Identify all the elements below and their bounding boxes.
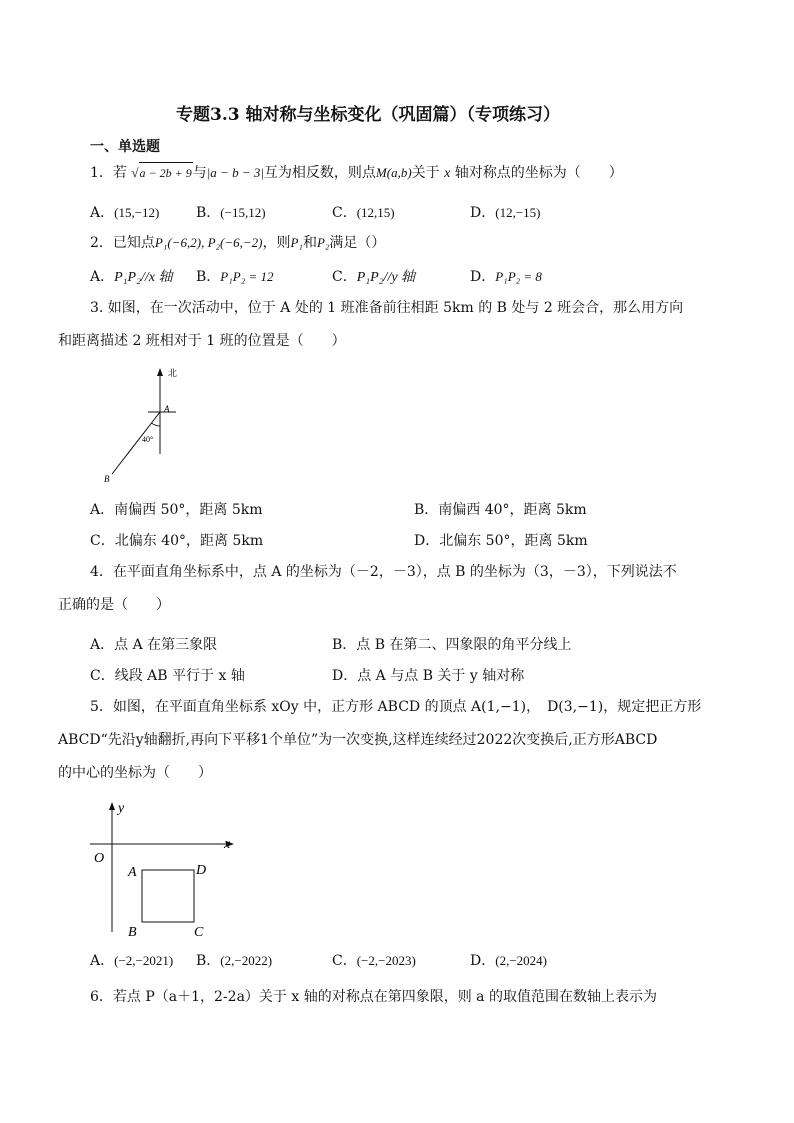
q1-text: 轴对称点的坐标为（ ） — [454, 165, 623, 181]
question-4-line-2: 正确的是（ ） — [58, 597, 170, 613]
option-a[interactable]: A．(−2,−2021) — [90, 953, 174, 969]
option-b[interactable]: B．南偏西 40°，距离 5km — [414, 502, 587, 518]
q2-text: 和 — [302, 235, 317, 251]
option-c[interactable]: C．(12,15) — [332, 205, 395, 221]
option-b[interactable]: B．点 B 在第二、四象限的角平分线上 — [332, 637, 572, 653]
question-2 — [90, 233, 385, 253]
points-p1-p2: P₁(−6,2), P₂(−6,−2) — [154, 235, 263, 250]
q2-text: 已知点 — [112, 235, 155, 251]
point-c-label: C — [194, 925, 204, 940]
question-5-line-1: 5．如图，在平面直角坐标系 xOy 中，正方形 ABCD 的顶点 A(1,−1)， D(3,−1)，规定把正方形 — [90, 699, 702, 715]
question-5-line-3: 的中心的坐标为（ ） — [58, 765, 212, 781]
question-5-line-2: ABCD“先沿y轴翻折,再向下平移1个单位”为一次变换,这样连续经过2022次变换后,正方形ABCD — [58, 732, 658, 748]
option-a[interactable]: A．点 A 在第三象限 — [90, 637, 218, 653]
option-c[interactable]: C．线段 AB 平行于 x 轴 — [90, 668, 245, 684]
square-abcd — [142, 870, 194, 922]
origin-label: O — [94, 851, 105, 866]
coordinate-figure — [88, 798, 248, 942]
point-a-label: A — [164, 404, 170, 414]
sqrt-expression: √a − 2b + 9 — [131, 165, 192, 180]
option-d[interactable]: D．点 A 与点 B 关于 y 轴对称 — [332, 668, 525, 684]
option-b[interactable]: B．(2,−2022) — [196, 953, 273, 969]
point-m: M(a,b) — [375, 165, 412, 180]
q1-text: 关于 — [411, 165, 440, 181]
abs-expression: |a − b − 3| — [206, 165, 264, 180]
option-c[interactable]: C．(−2,−2023) — [332, 953, 416, 969]
option-a[interactable]: A．南偏西 50°，距离 5km — [90, 502, 263, 518]
x-label: x — [224, 837, 231, 852]
point-a-label: A — [128, 865, 137, 880]
question-3-line-1: 3. 如图，在一次活动中，位于 A 处的 1 班准备前往相距 5km 的 B 处与 2 班会合，那么用方向 — [90, 300, 684, 316]
option-d[interactable]: D．北偏东 50°，距离 5km — [414, 533, 588, 549]
angle-label: 40° — [142, 435, 154, 444]
q2-text: ，则 — [262, 235, 291, 251]
point-d-label: D — [196, 863, 207, 878]
point-p2: P₂ — [316, 235, 330, 250]
axis-label: x — [444, 166, 451, 181]
north-arrow-icon — [157, 368, 163, 376]
option-d[interactable]: D．(12,−15) — [470, 205, 541, 221]
option-b[interactable]: B．(−15,12) — [196, 205, 266, 221]
north-label: 北 — [168, 368, 178, 378]
option-c[interactable]: C．北偏东 40°，距离 5km — [90, 533, 264, 549]
q1-text: 若 — [112, 165, 127, 181]
q1-text: 互为相反数，则点 — [263, 165, 376, 181]
question-1 — [90, 162, 623, 184]
point-p1: P₁ — [290, 235, 303, 250]
option-c[interactable]: C．P₁P₂//y 轴 — [332, 269, 416, 285]
option-d[interactable]: D．(2,−2024) — [470, 953, 547, 969]
question-number: 1． — [90, 165, 113, 181]
section-heading: 一、单选题 — [90, 139, 160, 155]
page-title: 专题3.3 轴对称与坐标变化（巩固篇）（专项练习） — [176, 105, 560, 125]
q1-text: 与 — [192, 165, 207, 181]
q2-text: 满足（） — [329, 235, 386, 251]
question-number: 2． — [90, 235, 113, 251]
question-6-line-1: 6．若点 P（a＋1，2-2a）关于 x 轴的对称点在第四象限，则 a 的取值范围在数轴上表示为 — [90, 989, 657, 1005]
direction-figure — [96, 364, 206, 490]
option-a[interactable]: A．(15,−12) — [90, 205, 160, 221]
angle-arc — [152, 423, 161, 426]
option-d[interactable]: D．P₁P₂ = 8 — [470, 269, 542, 285]
option-a[interactable]: A．P₁P₂//x 轴 — [90, 269, 173, 285]
point-b-label: B — [128, 925, 137, 940]
sqrt-radicand: a − 2b + 9 — [139, 162, 193, 183]
point-b-label: B — [104, 474, 110, 484]
y-label: y — [118, 801, 125, 816]
question-4-line-1: 4．在平面直角坐标系中，点 A 的坐标为（－2，－3），点 B 的坐标为（3，－3），下列说法不 — [90, 564, 677, 580]
option-b[interactable]: B．P₁P₂ = 12 — [196, 269, 274, 285]
y-axis-arrow-icon — [109, 802, 115, 810]
question-3-line-2: 和距离描述 2 班相对于 1 班的位置是（ ） — [58, 333, 346, 349]
